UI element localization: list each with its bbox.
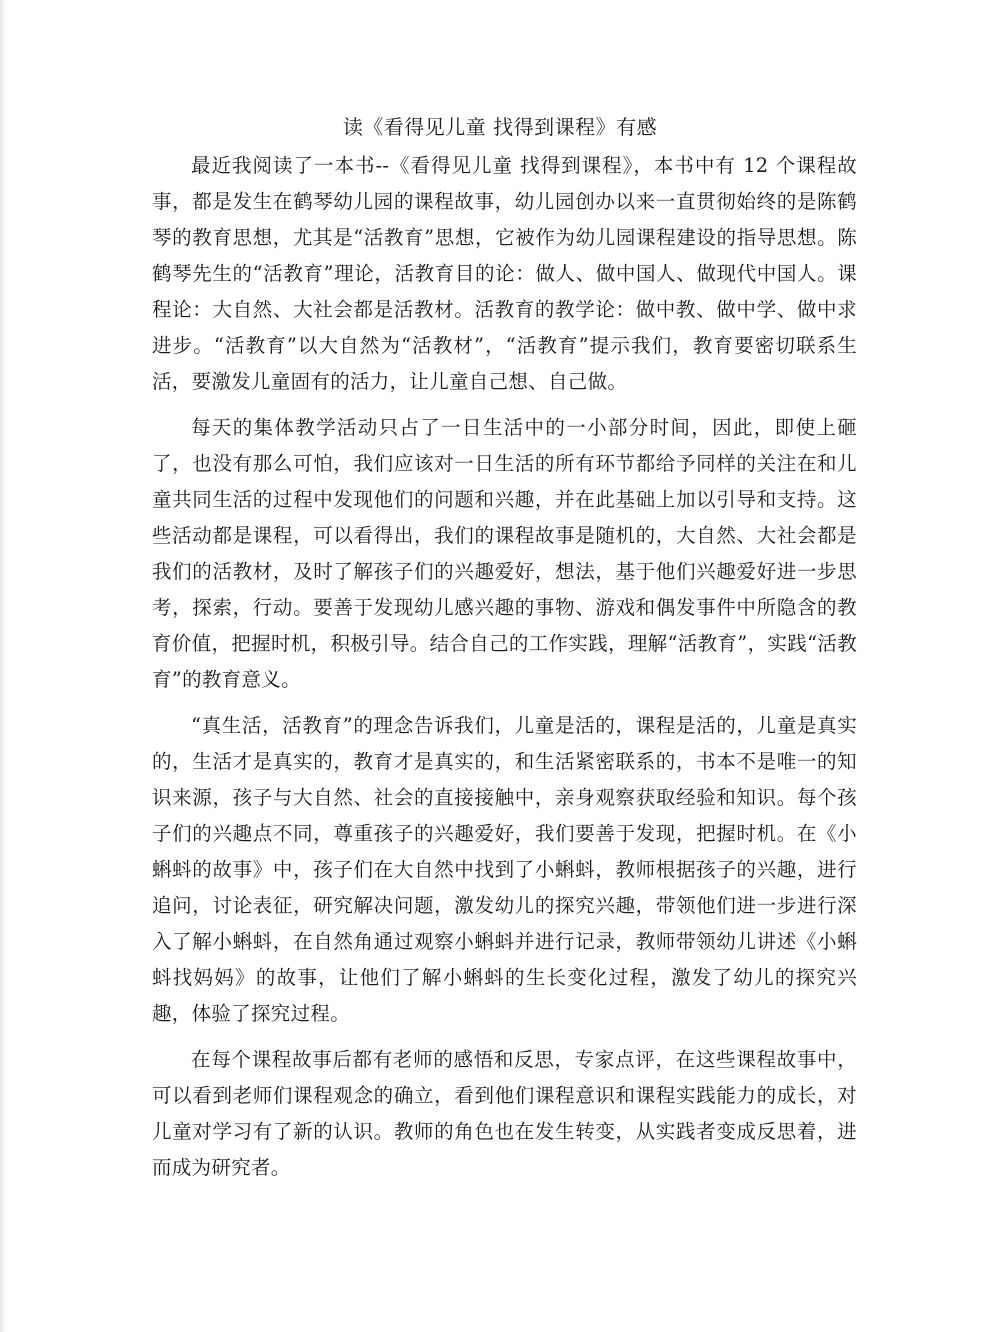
document-body (152, 148, 857, 1196)
paragraph-3: “真生活，活教育”的理念告诉我们，儿童是活的，课程是活的，儿童是真实的，生活才是真实的，教育才是真实的，和生活紧密联系的，书本不是唯一的知识来源，孩子与大自然、社会的直接接触中，亲身观察获取经验和知识。每个孩子们的兴趣点不同，尊重孩子的兴趣爱好，我们要善于发现，把握时机。在《小蝌蚪的故事》中，孩子们在大自然中找到了小蝌蚪，教师根据孩子的兴趣，进行追问，讨论表征，研究解决问题，激发幼儿的探究兴趣，带领他们进一步进行深入了解小蝌蚪，在自然角通过观察小蝌蚪并进行记录，教师带领幼儿讲述《小蝌蚪找妈妈》的故事，让他们了解小蝌蚪的生长变化过程，激发了幼儿的探究兴趣，体验了探究过程。 (152, 714, 857, 1025)
document-title: 读《看得见儿童 找得到课程》有感 (342, 115, 658, 139)
page-edge (0, 0, 6, 1332)
paragraph-1: 最近我阅读了一本书--《看得见儿童 找得到课程》，本书中有 12 个课程故事，都是发生在鹤琴幼儿园的课程故事，幼儿园创办以来一直贯彻始终的是陈鹤琴的教育思想，尤其是“活教育”思想，它被作为幼儿园课程建设的指导思想。陈鹤琴先生的“活教育”理论，活教育目的论：做人、做中国人、做现代中国人。课程论：大自然、大社会都是活教材。活教育的教学论：做中教、做中学、做中求进步。“活教育”以大自然为“活教材”，“活教育”提示我们，教育要密切联系生活，要激发儿童固有的活力，让儿童自己想、自己做。 (152, 154, 857, 393)
paragraph-2: 每天的集体教学活动只占了一日生活中的一小部分时间，因此，即使上砸了，也没有那么可怕，我们应该对一日生活的所有环节都给予同样的关注在和儿童共同生活的过程中发现他们的问题和兴趣，并在此基础上加以引导和支持。这些活动都是课程，可以看得出，我们的课程故事是随机的，大自然、大社会都是我们的活教材，及时了解孩子们的兴趣爱好，想法，基于他们兴趣爱好进一步思考，探索，行动。要善于发现幼儿感兴趣的事物、游戏和偶发事件中所隐含的教育价值，把握时机，积极引导。结合自己的工作实践，理解“活教育”，实践“活教育”的教育意义。 (152, 416, 857, 691)
paragraph-4: 在每个课程故事后都有老师的感悟和反思，专家点评，在这些课程故事中，可以看到老师们课程观念的确立，看到他们课程意识和课程实践能力的成长，对儿童对学习有了新的认识。教师的角色也在发生转变，从实践者变成反思着，进而成为研究者。 (152, 1048, 857, 1179)
